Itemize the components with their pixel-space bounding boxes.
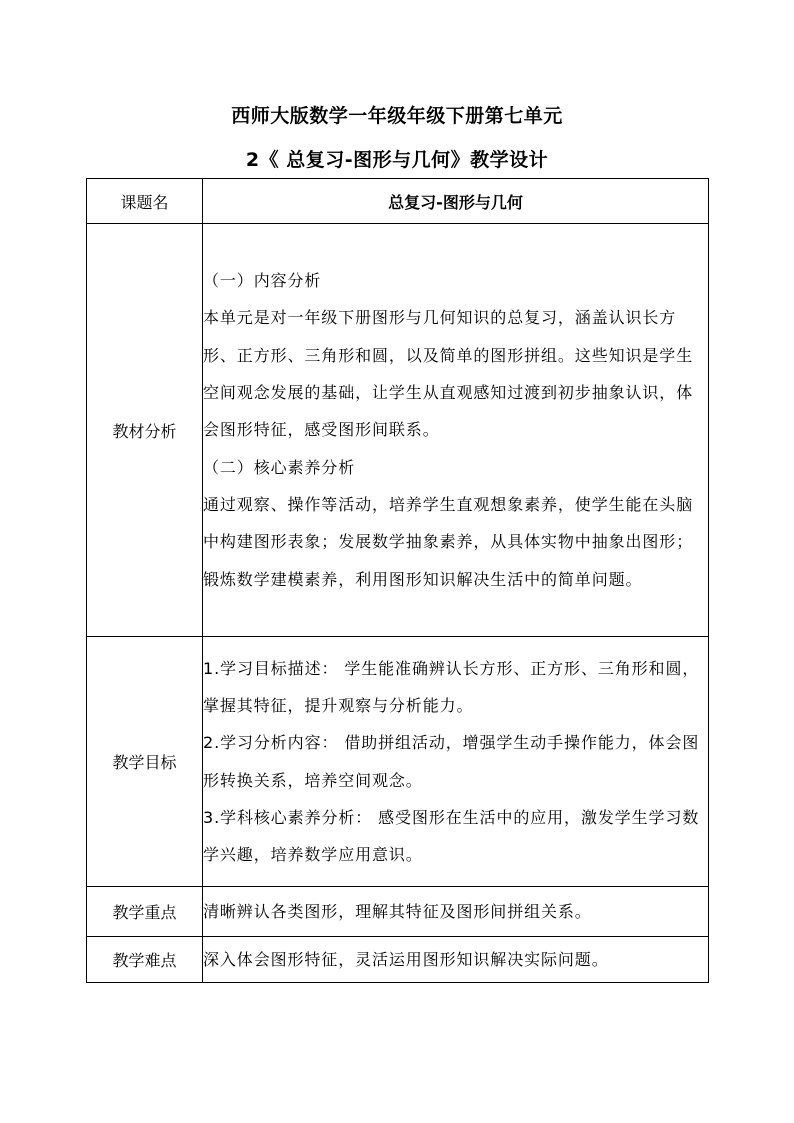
material-analysis-content <box>203 224 709 637</box>
table-row-difficulties <box>87 937 709 983</box>
content-subheading: （一）内容分析 <box>203 271 322 291</box>
content-paragraph: 通过观察、操作等活动，培养学生直观想象素养，使学生能在头脑中构建图形表象；发展数学抽象素养，从具体实物中抽象出图形；锻炼数学建模素养，利用图形知识解决生活中的简单问题。 <box>203 494 694 589</box>
table-row-teaching-goals <box>87 637 709 887</box>
table-row-material-analysis <box>87 224 709 637</box>
key-points-label: 教学重点 <box>87 887 203 937</box>
topic-value: 总复习-图形与几何 <box>203 179 709 224</box>
key-points-content: 清晰辨认各类图形，理解其特征及图形间拼组关系。 <box>203 887 709 937</box>
difficulties-label: 教学难点 <box>87 937 203 983</box>
goal-item: 1.学习目标描述： 学生能准确辨认长方形、正方形、三角形和圆，掌握其特征，提升观察与分析能力。 <box>203 658 700 715</box>
material-analysis-label: 教材分析 <box>87 224 203 637</box>
teaching-goals-label: 教学目标 <box>87 637 203 887</box>
teaching-goals-content <box>203 637 709 887</box>
difficulties-content: 深入体会图形特征，灵活运用图形知识解决实际问题。 <box>203 937 709 983</box>
goal-item: 2.学习分析内容： 借助拼组活动，增强学生动手操作能力，体会图形转换关系，培养空间观念。 <box>203 733 700 790</box>
table-row-topic <box>87 179 709 224</box>
goal-item: 3.学科核心素养分析： 感受图形在生活中的应用，激发学生学习数学兴趣，培养数学应用意识。 <box>203 807 700 865</box>
content-paragraph: 本单元是对一年级下册图形与几何知识的总复习，涵盖认识长方形、正方形、三角形和圆，以及简单的图形拼组。这些知识是学生空间观念发展的基础，让学生从直观感知过渡到初步抽象认识，体会图形特征，感受图形间联系。 <box>203 308 694 440</box>
lesson-plan-table <box>86 178 709 983</box>
content-subheading: （二）核心素养分析 <box>203 457 356 477</box>
document-title: 西师大版数学一年级年级下册第七单元 <box>231 105 563 127</box>
document-subtitle: 2《 总复习-图形与几何》教学设计 <box>245 149 549 171</box>
table-row-key-points <box>87 887 709 937</box>
topic-label: 课题名 <box>87 179 203 224</box>
